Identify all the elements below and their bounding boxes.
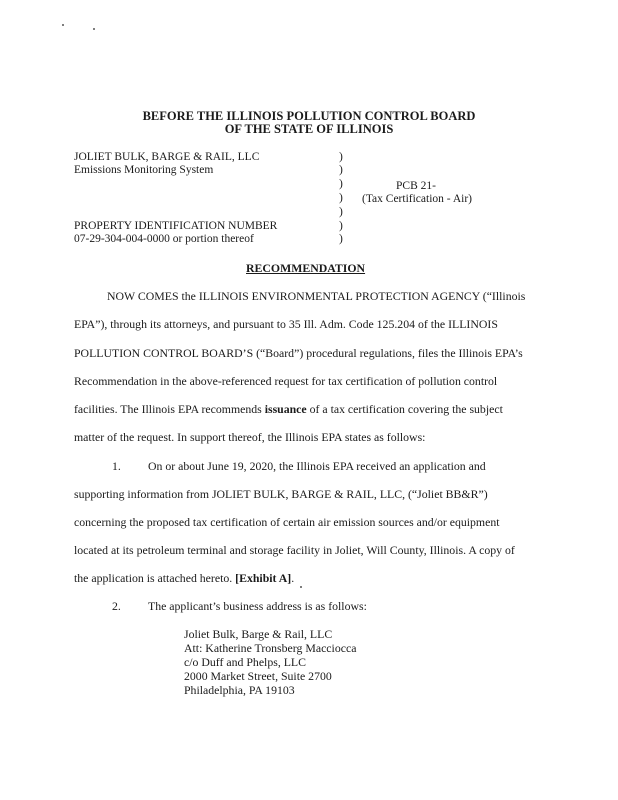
party-system: Emissions Monitoring System: [74, 164, 214, 176]
address-line: Att: Katherine Tronsberg Macciocca: [184, 641, 357, 655]
intro-line: NOW COMES the ILLINOIS ENVIRONMENTAL PROTECTION AGENCY (“Illinois: [107, 289, 526, 303]
address-line: 2000 Market Street, Suite 2700: [184, 669, 332, 683]
paragraph-line: located at its petroleum terminal and storage facility in Joliet, Will County, Illinois. A copy of: [74, 543, 515, 557]
address-line: c/o Duff and Phelps, LLC: [184, 655, 306, 669]
intro-line: EPA”), through its attorneys, and pursuant to 35 Ill. Adm. Code 125.204 of the ILLINOIS: [74, 317, 498, 331]
board-title: BEFORE THE ILLINOIS POLLUTION CONTROL BOARD: [142, 109, 476, 123]
case-type: (Tax Certification - Air): [362, 193, 473, 205]
case-number: PCB 21-: [396, 180, 436, 192]
pin-label: PROPERTY IDENTIFICATION NUMBER: [74, 220, 278, 232]
paragraph-line: On or about June 19, 2020, the Illinois EPA received an application and: [148, 459, 486, 473]
party-name: JOLIET BULK, BARGE & RAIL, LLC: [74, 151, 260, 163]
caption-bracket: ): [339, 206, 343, 218]
scan-speck: [62, 24, 64, 26]
scan-speck: [300, 586, 302, 588]
paragraph-line: supporting information from JOLIET BULK, BARGE & RAIL, LLC, (“Joliet BB&R”): [74, 487, 488, 501]
caption-bracket: ): [339, 178, 343, 190]
intro-line: POLLUTION CONTROL BOARD’S (“Board”) procedural regulations, files the Illinois EPA’s: [74, 346, 523, 360]
address-line: Joliet Bulk, Barge & Rail, LLC: [184, 627, 333, 641]
caption-bracket: ): [339, 233, 343, 245]
address-line: Philadelphia, PA 19103: [184, 683, 295, 697]
paragraph-line: The applicant’s business address is as follows:: [148, 599, 367, 613]
intro-line: matter of the request. In support thereof, the Illinois EPA states as follows:: [74, 430, 426, 444]
caption-bracket: ): [339, 192, 343, 204]
pin-value: 07-29-304-004-0000 or portion thereof: [74, 233, 254, 245]
caption-bracket: ): [339, 164, 343, 176]
board-subtitle: OF THE STATE OF ILLINOIS: [224, 122, 394, 136]
paragraph-number: 2.: [112, 599, 121, 613]
paragraph-line: the application is attached hereto. [Exhibit A].: [74, 571, 295, 585]
intro-line: Recommendation in the above-referenced request for tax certification of pollution control: [74, 374, 498, 388]
document-title: RECOMMENDATION: [246, 261, 366, 275]
intro-line: facilities. The Illinois EPA recommends issuance of a tax certification covering the subject: [74, 402, 503, 416]
paragraph-number: 1.: [112, 459, 121, 473]
caption-bracket: ): [339, 220, 343, 232]
caption-bracket: ): [339, 151, 343, 163]
paragraph-line: concerning the proposed tax certification of certain air emission sources and/or equipment: [74, 515, 500, 529]
scan-speck: [93, 28, 95, 30]
